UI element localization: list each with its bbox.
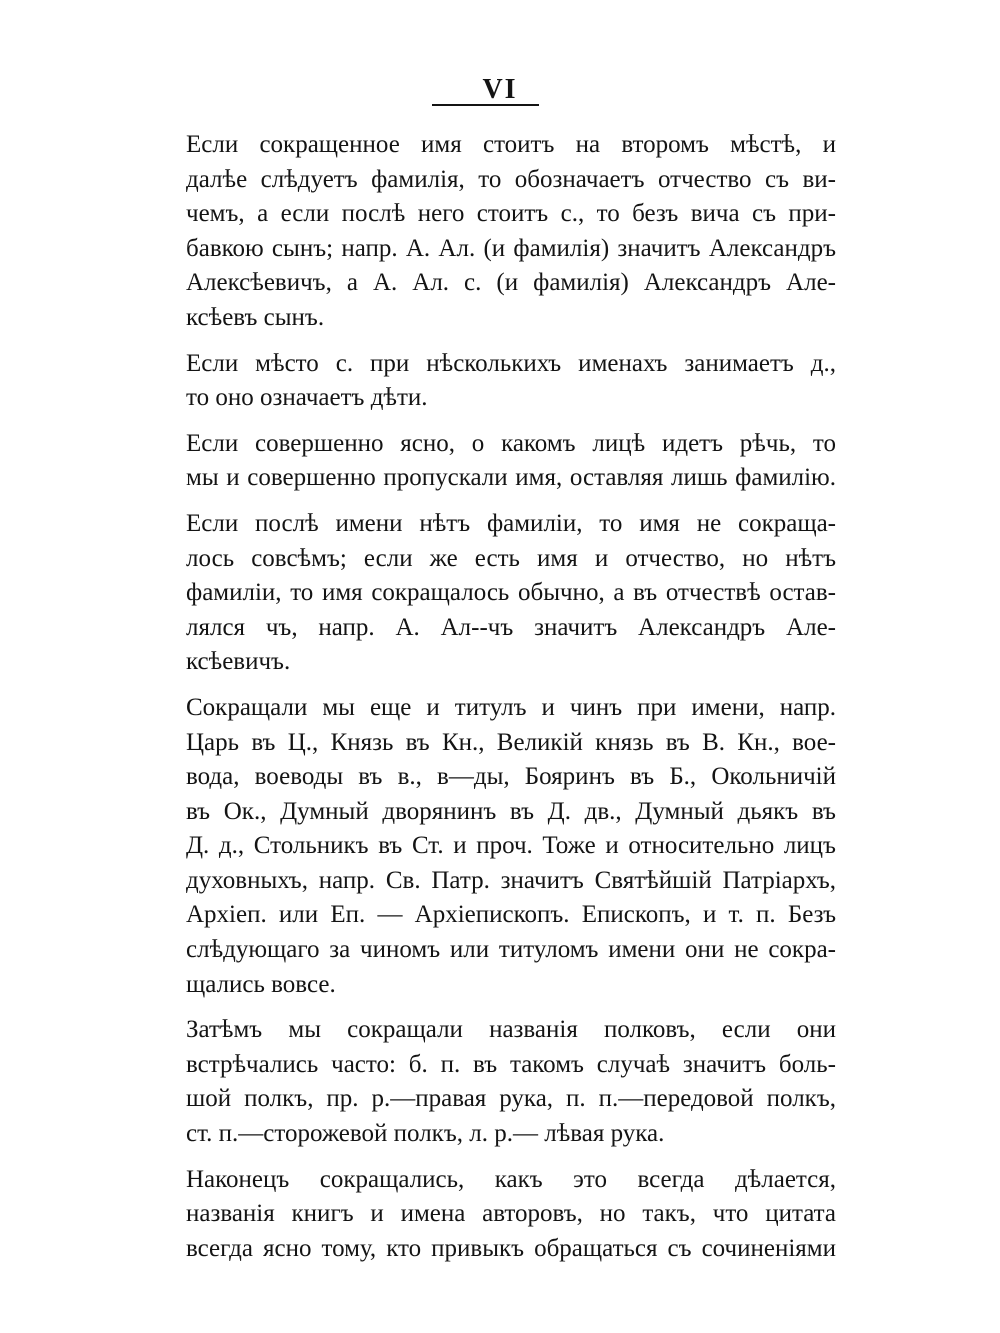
paragraph (136, 347, 836, 416)
paragraph (136, 128, 836, 336)
text-line: Если совершенно ясно, о какомъ лицѣ идетъ рѣчь, то (186, 429, 836, 457)
text-line: шой полкъ, пр. р.—правая рука, п. п.—передовой полкъ, (186, 1085, 836, 1113)
text-line: въ Ок., Думный дворянинъ въ Д. дв., Думный дьякъ въ (186, 797, 836, 825)
text-line: ксѣевичъ. (186, 648, 291, 676)
body-text (136, 128, 836, 1266)
page-number: VI (482, 74, 518, 105)
text-line: Если сокращенное имя стоитъ на второмъ мѣстѣ, и (186, 131, 836, 158)
text-line: ксѣевъ сынъ. (186, 303, 325, 331)
text-line: названія книгъ и имена авторовъ, но такъ, что цитата (186, 1200, 836, 1228)
text-line: лялся чъ, напр. А. Ал--чъ значитъ Александръ Але- (186, 613, 836, 641)
text-line: фамиліи, то имя сокращалось обычно, а въ отчествѣ остав- (186, 579, 836, 607)
page-number-rule (432, 104, 539, 106)
text-line: вода, воеводы въ в., в—ды, Бояринъ въ Б., Окольничій (186, 763, 836, 791)
text-line: Алексѣевичъ, а А. Ал. с. (и фамилія) Александръ Але- (186, 269, 836, 297)
text-line: всегда ясно тому, кто привыкъ обращаться съ сочиненіями (186, 1234, 836, 1262)
text-line: Если послѣ имени нѣтъ фамиліи, то имя не сокраща- (186, 509, 836, 537)
text-line: Д. д., Стольникъ въ Ст. и проч. Тоже и относительно лицъ (186, 832, 836, 860)
text-line: встрѣчались часто: б. п. въ такомъ случаѣ значитъ боль- (186, 1050, 836, 1078)
paragraph (136, 427, 836, 496)
text-line: Сокращали мы еще и титулъ и чинъ при имени, напр. (186, 693, 836, 721)
text-line: Наконецъ сокращались, какъ это всегда дѣлается, (186, 1165, 836, 1193)
text-line: ст. п.—сторожевой полкъ, л. р.— лѣвая рука. (186, 1120, 665, 1148)
text-line: щались вовсе. (186, 970, 336, 998)
text-line: Затѣмъ мы сокращали названія полковъ, если они (186, 1016, 836, 1044)
text-line: далѣе слѣдуетъ фамилія, то обозначаетъ отчество съ ви- (186, 165, 836, 193)
paragraph (136, 1163, 836, 1267)
text-line: бавкою сынъ; напр. А. Ал. (и фамилія) значитъ Александръ (186, 234, 836, 262)
paragraph (136, 1013, 836, 1151)
text-line: духовныхъ, напр. Св. Патр. значитъ Святѣйшій Патріархъ, (186, 866, 836, 894)
text-line: лось совсѣмъ; если же есть имя и отчество, но нѣтъ (186, 544, 836, 572)
paragraph (136, 691, 836, 1002)
text-line: то оно означаетъ дѣти. (186, 384, 428, 412)
text-line: Если мѣсто с. при нѣсколькихъ именахъ занимаетъ д., (186, 349, 836, 377)
text-line: слѣдующаго за чиномъ или титуломъ имени они не сокра- (186, 936, 836, 964)
paragraph (136, 507, 836, 680)
text-line: Царь въ Ц., Князь въ Кн., Великій князь въ В. Кн., вое- (186, 728, 836, 756)
text-line: чемъ, а если послѣ него стоитъ с., то безъ вича съ при- (186, 200, 836, 228)
text-line: Архіеп. или Еп. — Архіепископъ. Епископъ, и т. п. Безъ (186, 901, 836, 929)
text-line: мы и совершенно пропускали имя, оставляя лишь фамилію. (186, 464, 836, 492)
